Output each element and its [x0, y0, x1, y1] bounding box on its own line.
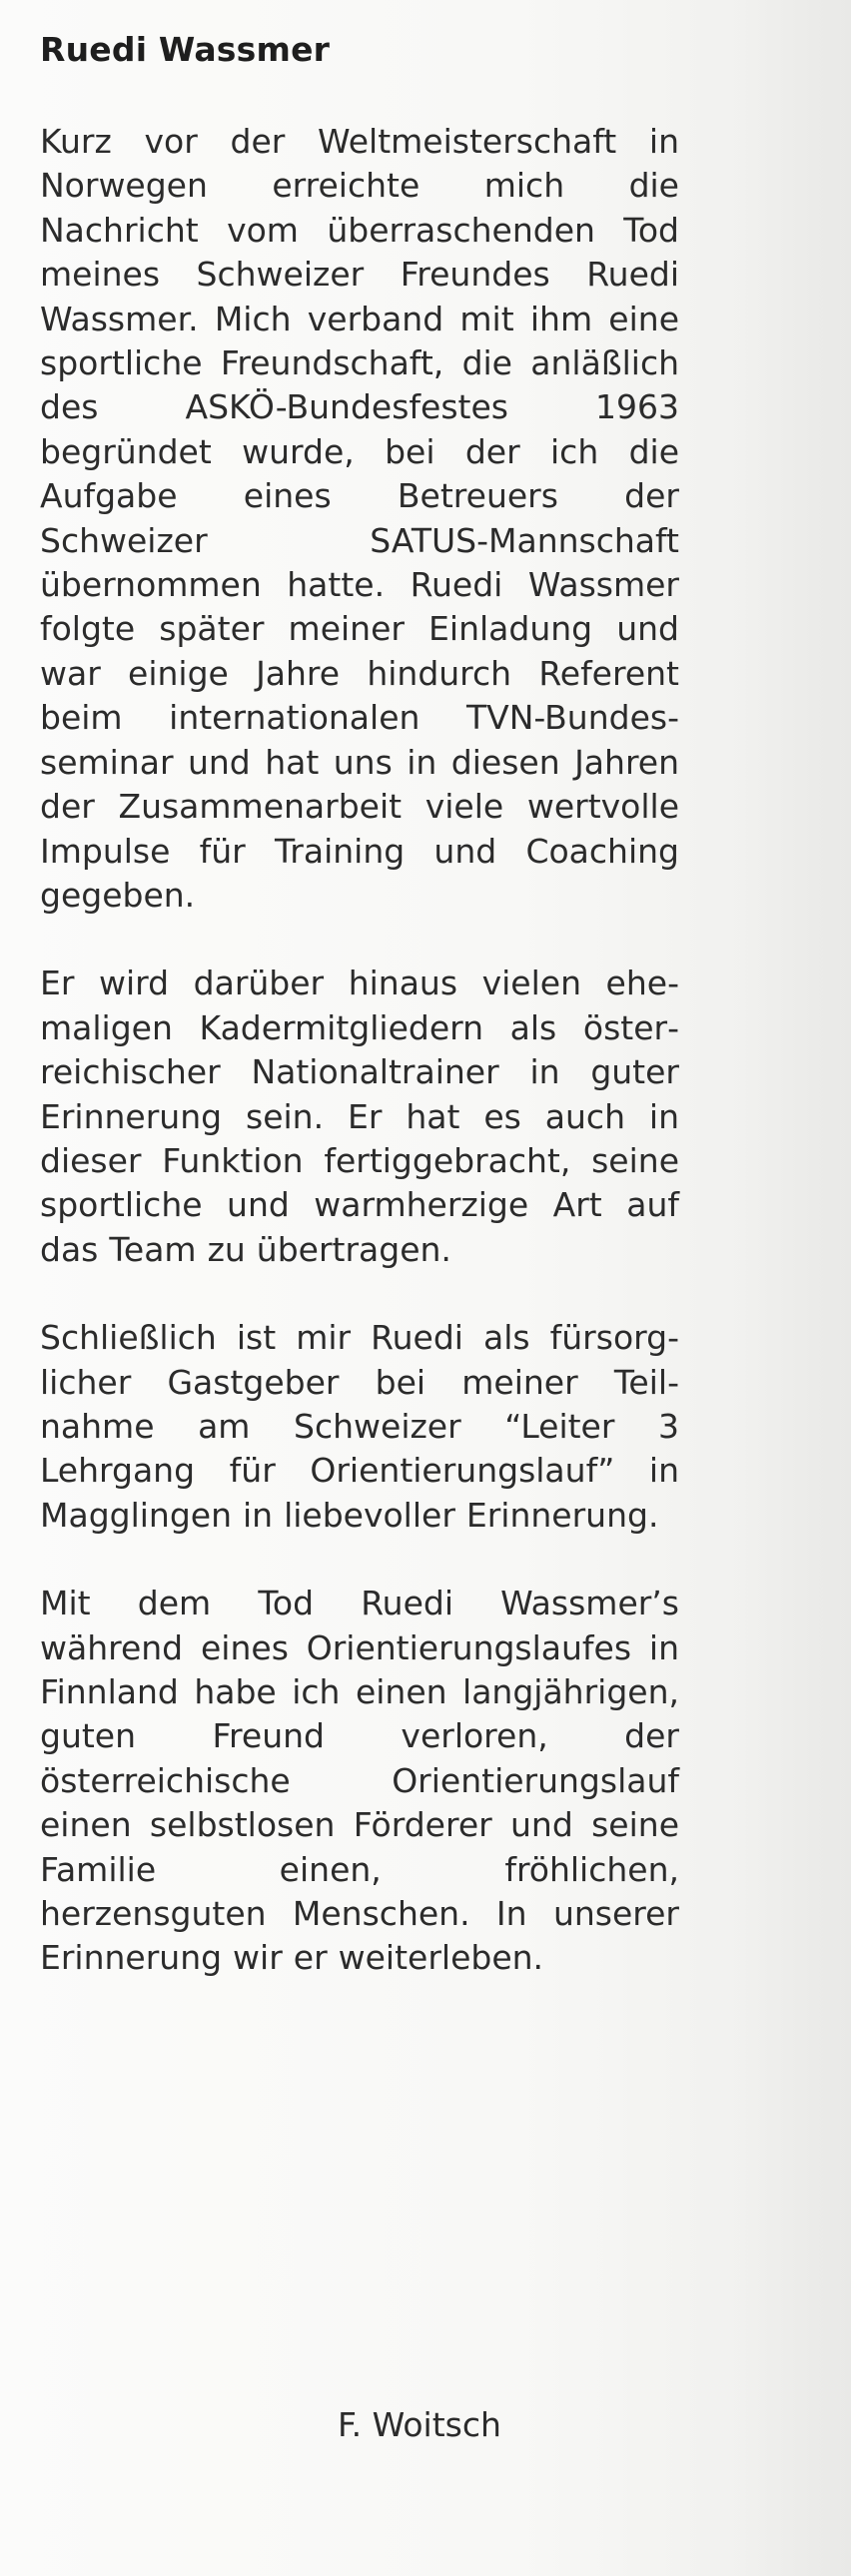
- article-title: Ruedi Wassmer: [40, 30, 331, 69]
- article: [40, 22, 679, 2025]
- page-edge-shadow: [741, 0, 851, 2576]
- author-signature: F. Woitsch: [338, 2405, 501, 2444]
- paragraph-2: Er wird darüber hinaus vielen ehemaligen Kadermitgliedern als österreichischer Nationaltrainer in guter Erinnerung sein. Er hat es auch in dieser Funktion fertiggebracht, seine sportliche und warmherzige Art auf das Team zu übertragen.: [40, 964, 679, 1269]
- paragraph-1: Kurz vor der Weltmeisterschaft in Norwegen erreichte mich die Nachricht vom überraschenden Tod meines Schweizer Freundes Ruedi Wassmer. Mich verband mit ihm eine sportliche Freundschaft, die anläßlich des ASKÖ-Bundesfestes 1963 begründet wurde, bei der ich die Aufgabe eines Betreuers der Schweizer SATUS-Mannschaft übernommen hatte. Ruedi Wassmer folgte später meiner Einladung und war einige Jahre hindurch Referent beim internationalen TVN-Bundesseminar und hat uns in diesen Jahren der Zusammenarbeit viele wertvolle Impulse für Training und Coaching gegeben.: [40, 122, 679, 915]
- paragraph-3: Schließlich ist mir Ruedi als fürsorglicher Gastgeber bei meiner Teilnahme am Schweizer “Leiter 3 Lehrgang für Orientierungslauf” in Magglingen in liebevoller Erinnerung.: [40, 1318, 679, 1535]
- paragraph-4: Mit dem Tod Ruedi Wassmer’s während eines Orientierungslaufes in Finnland habe ich einen langjährigen, guten Freund verloren, der österreichische Orientierungslauf einen selbstlosen Förderer und seine Familie einen, fröhlichen, herzensguten Menschen. In unserer Erinnerung wir er weiterleben.: [40, 1584, 679, 1978]
